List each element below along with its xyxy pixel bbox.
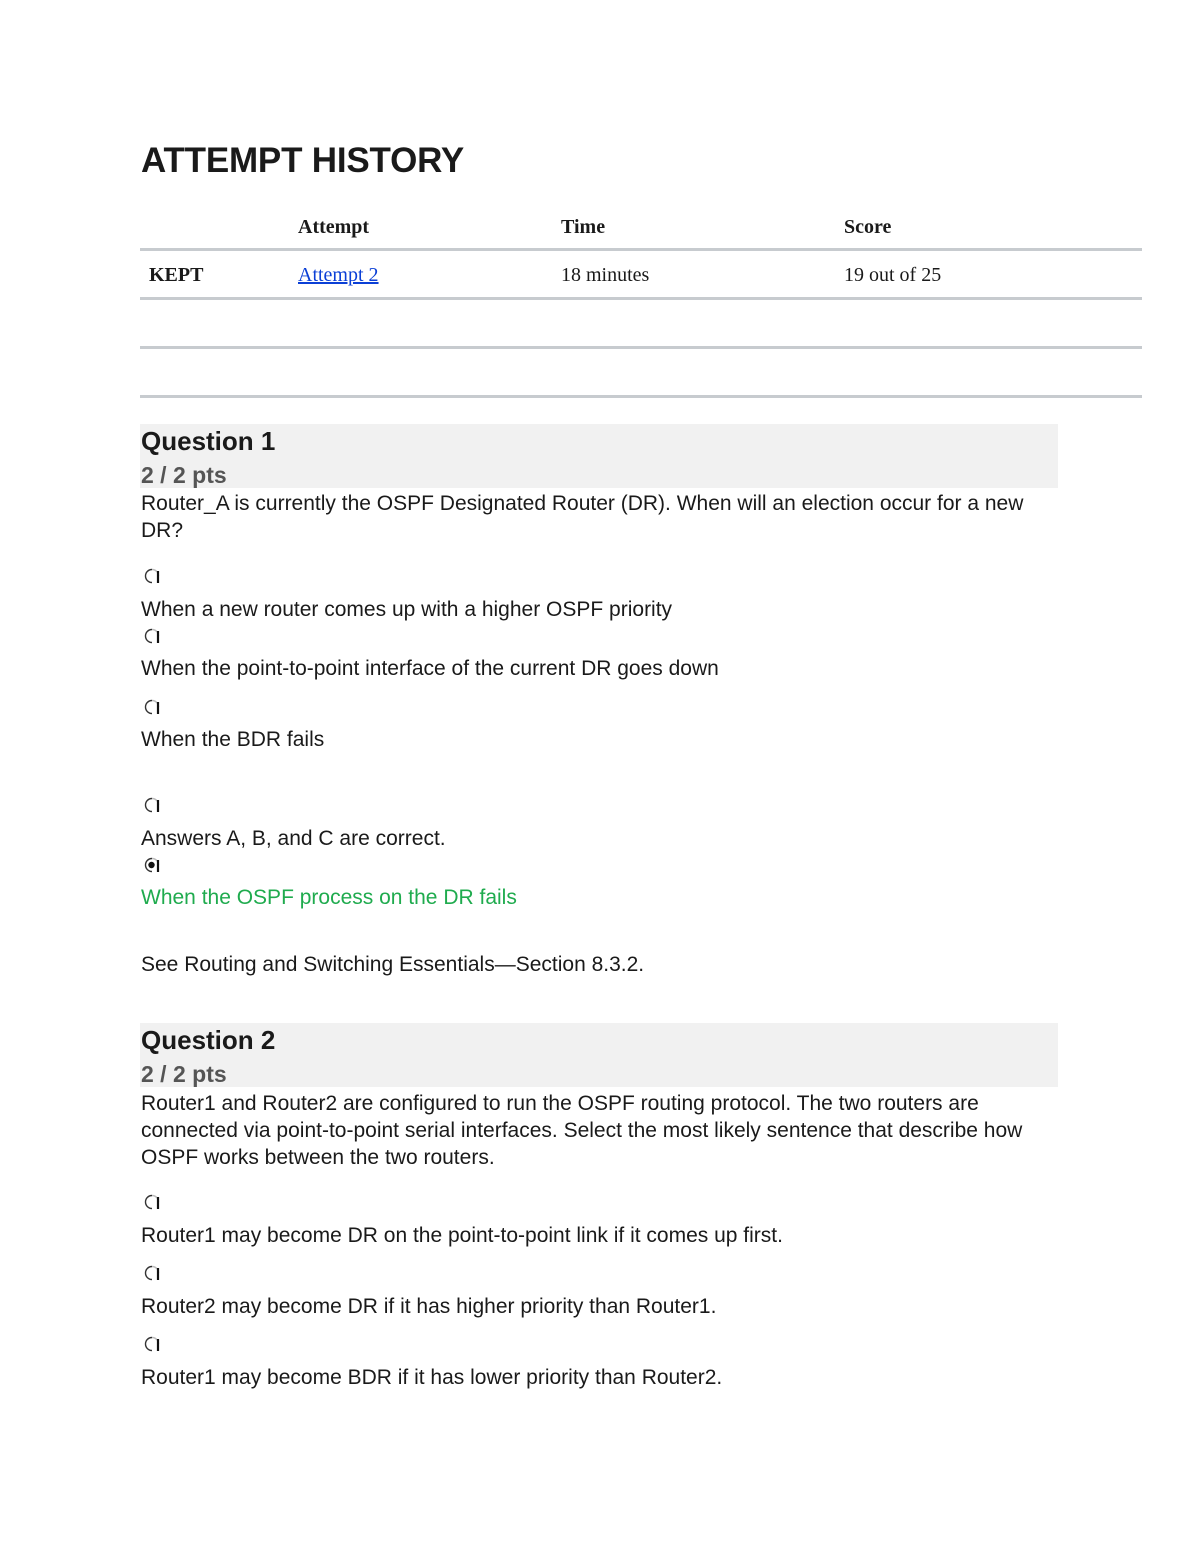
answer-option: Router1 may become DR on the point-to-point link if it comes up first. [141, 1224, 783, 1247]
column-header-score: Score [844, 216, 892, 238]
table-row-divider [140, 395, 1142, 398]
radio-unselected-icon[interactable] [143, 627, 161, 645]
page-title: ATTEMPT HISTORY [141, 141, 465, 180]
radio-unselected-icon[interactable] [143, 1193, 161, 1211]
answer-option-correct: When the OSPF process on the DR fails [141, 886, 517, 909]
attempt-2-link[interactable]: Attempt 2 [298, 264, 379, 286]
radio-unselected-icon[interactable] [143, 796, 161, 814]
question-points: 2 / 2 pts [141, 1061, 227, 1087]
question-title: Question 1 [141, 426, 276, 456]
attempt-time: 18 minutes [561, 264, 650, 286]
table-row-divider [140, 297, 1142, 300]
attempt-score: 19 out of 25 [844, 264, 942, 286]
attempt-link-cell [298, 261, 379, 289]
table-row-divider [140, 346, 1142, 349]
attempt-status-kept: KEPT [149, 264, 204, 286]
question-text: Router_A is currently the OSPF Designated Router (DR). When will an election occur for a new DR? [141, 492, 1024, 542]
radio-unselected-icon[interactable] [143, 1264, 161, 1282]
answer-option: When the point-to-point interface of the current DR goes down [141, 657, 719, 680]
answer-option: Router1 may become BDR if it has lower priority than Router2. [141, 1366, 723, 1389]
radio-selected-icon[interactable] [143, 856, 161, 874]
question-header-bar [140, 1023, 1058, 1087]
radio-unselected-icon[interactable] [143, 567, 161, 585]
column-header-time: Time [561, 216, 606, 238]
question-note: See Routing and Switching Essentials—Section 8.3.2. [141, 953, 645, 976]
answer-option: Answers A, B, and C are correct. [141, 827, 446, 850]
question-text: Router1 and Router2 are configured to run the OSPF routing protocol. The two routers are connected via point-to-point serial interfaces. Select the most likely sentence that describe how OSPF works between the two routers. [141, 1092, 1023, 1169]
answer-option: When the BDR fails [141, 728, 325, 751]
answer-option: Router2 may become DR if it has higher priority than Router1. [141, 1295, 717, 1318]
radio-unselected-icon[interactable] [143, 698, 161, 716]
radio-unselected-icon[interactable] [143, 1335, 161, 1353]
table-header-divider [140, 248, 1142, 251]
question-points: 2 / 2 pts [141, 462, 227, 488]
answer-option: When a new router comes up with a higher OSPF priority [141, 598, 673, 621]
column-header-attempt: Attempt [298, 216, 370, 238]
question-title: Question 2 [141, 1025, 276, 1055]
question-header-bar [140, 424, 1058, 488]
